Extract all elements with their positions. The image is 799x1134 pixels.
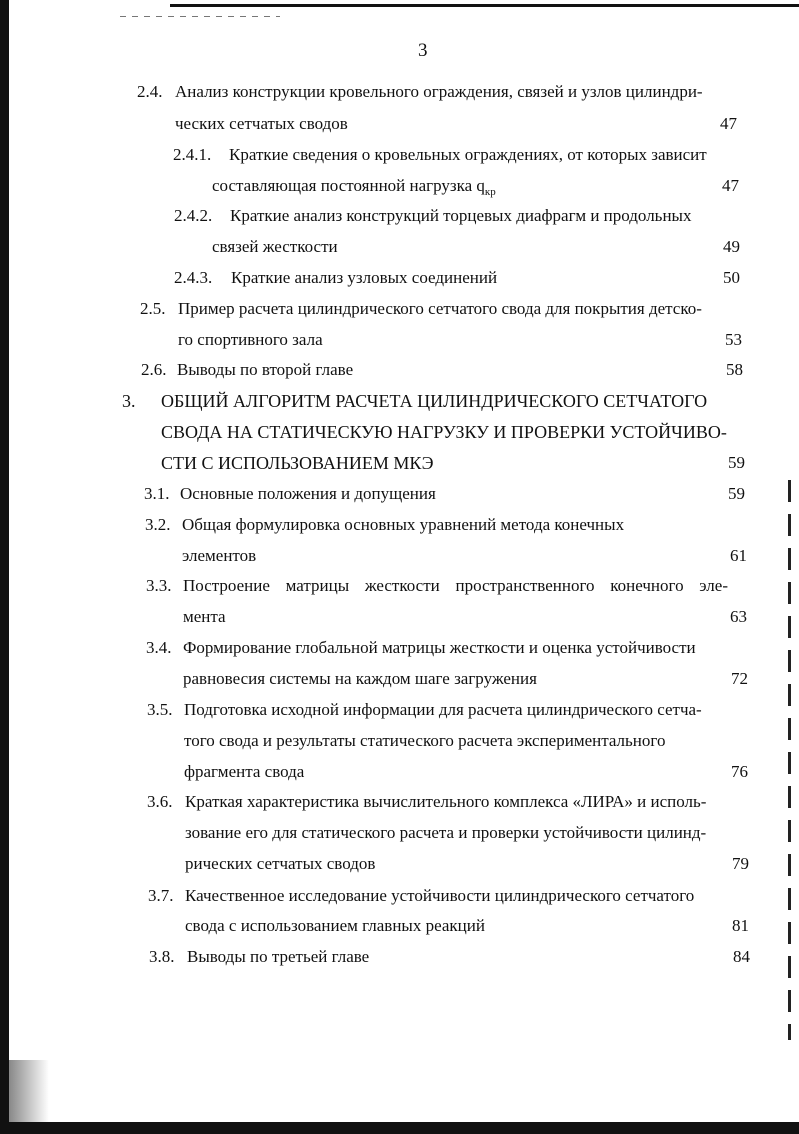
toc-page-number: 47 [720,114,737,133]
toc-entry-number: 2.4.1. [173,145,212,164]
toc-page-number: 47 [722,176,739,195]
scan-top-border [170,4,799,7]
toc-entry-number: 3.4. [146,638,172,657]
scan-top-dash [120,16,280,17]
toc-entry-number: 3.5. [147,700,173,719]
toc-entry-number: 2.4.2. [174,206,213,225]
toc-page-number: 63 [730,607,747,626]
toc-entry-number: 3.8. [149,947,175,966]
toc-entry-title-cont: мента [183,607,226,626]
toc-chapter-title: ОБЩИЙ АЛГОРИТМ РАСЧЕТА ЦИЛИНДРИЧЕСКОГО СЕТЧАТОГО [161,391,708,411]
toc-entry-title: Выводы по второй главе [177,360,354,379]
toc-page-number: 50 [723,268,740,287]
toc-page-number: 61 [730,546,747,565]
toc-page-number: 58 [726,360,743,379]
toc-entry-title-cont [212,174,496,204]
toc-word: эле- [699,576,728,595]
toc-chapter-number: 3. [122,391,136,411]
toc-entry-title-cont: зование его для статического расчета и проверки устойчивости цилинд- [185,823,707,842]
toc-page-number: 59 [728,484,745,503]
toc-entry-number: 3.3. [146,576,172,595]
toc-entry-title: Анализ конструкции кровельного ограждения, связей и узлов цилиндри- [175,82,703,101]
toc-entry-title-cont: равновесия системы на каждом шаге загружения [183,669,537,688]
toc-entry-title: Основные положения и допущения [180,484,436,503]
toc-page-number: 81 [732,916,749,935]
toc-page-number: 84 [733,947,750,966]
toc-entry-title-cont: го спортивного зала [178,330,323,349]
toc-entry-title: Краткая характеристика вычислительного комплекса «ЛИРА» и исполь- [185,792,707,811]
toc-entry-title [183,574,728,598]
toc-page-number: 72 [731,669,748,688]
toc-entry-number: 2.4.3. [174,268,213,287]
toc-page-number: 79 [732,854,749,873]
toc-page-number: 76 [731,762,748,781]
toc-word: пространственного [455,576,595,595]
toc-page-number: 49 [723,237,740,256]
toc-entry-number: 3.2. [145,515,171,534]
toc-page-number: 59 [728,453,745,472]
toc-entry-number: 2.6. [141,360,167,379]
toc-entry-title: Краткие сведения о кровельных ограждениях, от которых зависит [229,145,707,164]
toc-word: конечного [610,576,684,595]
toc-entry-number: 3.6. [147,792,173,811]
toc-chapter-title-cont: СВОДА НА СТАТИЧЕСКУЮ НАГРУЗКУ И ПРОВЕРКИ УСТОЙЧИВО- [161,422,727,442]
page-number: 3 [418,40,428,61]
toc-entry-title-cont: того свода и результаты статического расчета экспериментального [184,731,666,750]
toc-chapter-title-cont: СТИ С ИСПОЛЬЗОВАНИЕМ МКЭ [161,453,434,473]
toc-entry-title: Пример расчета цилиндрического сетчатого свода для покрытия детско- [178,299,702,318]
toc-entry-title: Формирование глобальной матрицы жесткости и оценка устойчивости [183,638,696,657]
toc-entry-title-cont: рических сетчатых сводов [185,854,376,873]
toc-word: матрицы [285,576,350,595]
scan-right-border [788,480,791,1040]
toc-entry-title-cont: свода с использованием главных реакций [185,916,485,935]
scan-bottom-border [0,1122,799,1134]
scan-smudge [9,1060,49,1122]
toc-entry-title-cont: фрагмента свода [184,762,305,781]
toc-entry-title-cont: связей жесткости [212,237,338,256]
toc-entry-title: Общая формулировка основных уравнений метода конечных [182,515,625,534]
toc-entry-title: Подготовка исходной информации для расчета цилиндрического сетча- [184,700,702,719]
toc-entry-title: Краткие анализ узловых соединений [231,268,498,287]
subscript-kr: кр [484,186,496,198]
toc-entry-number: 2.5. [140,299,166,318]
toc-entry-title-cont: ческих сетчатых сводов [175,114,348,133]
toc-entry-title: Выводы по третьей главе [187,947,370,966]
toc-entry-number: 3.1. [144,484,170,503]
toc-entry-number: 3.7. [148,886,174,905]
scan-left-border [0,0,9,1134]
toc-word: Построение [183,576,270,595]
toc-page-number: 53 [725,330,742,349]
toc-entry-title: Качественное исследование устойчивости цилиндрического сетчатого [185,886,695,905]
toc-word: жесткости [364,576,440,595]
toc-entry-title-cont: элементов [182,546,257,565]
toc-entry-title: Краткие анализ конструкций торцевых диафрагм и продольных [230,206,692,225]
toc-entry-title-text: составляющая постоянной нагрузка q [212,176,485,195]
toc-entry-number: 2.4. [137,82,163,101]
